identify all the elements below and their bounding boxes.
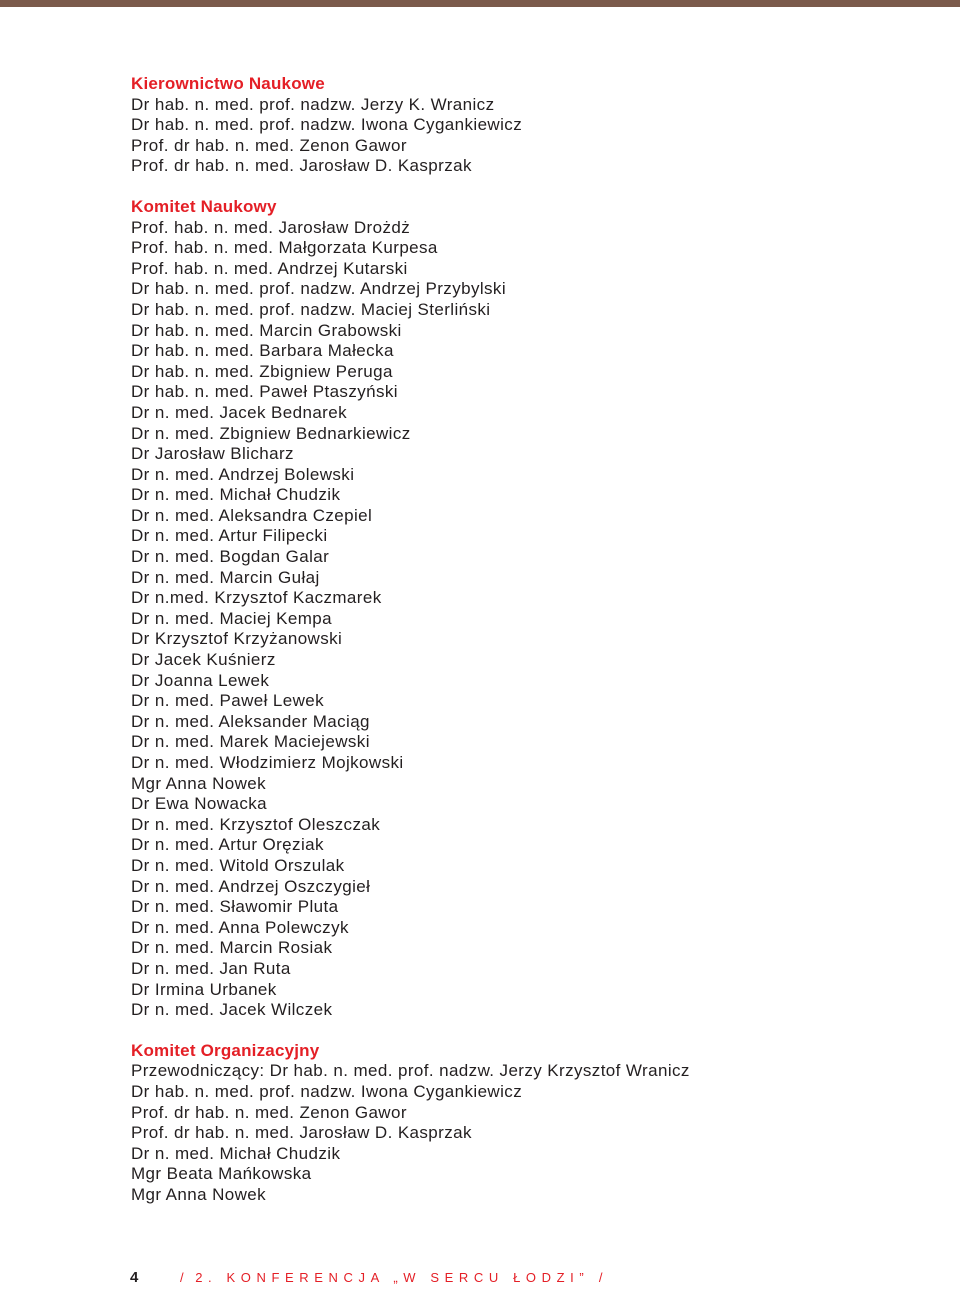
list-item: Dr Jacek Kuśnierz [131,650,276,670]
list-item: Dr n. med. Artur Filipecki [131,526,328,546]
page-number: 4 [130,1269,139,1286]
list-item: Dr n. med. Sławomir Pluta [131,897,339,917]
list-item: Dr n. med. Witold Orszulak [131,855,345,875]
list-item: Dr n. med. Marcin Gułaj [131,567,320,587]
list-item: Dr n. med. Maciej Kempa [131,608,332,628]
list-item: Mgr Beata Mańkowska [131,1164,312,1184]
list-item: Dr hab. n. med. Marcin Grabowski [131,320,402,340]
list-item: Dr n. med. Marcin Rosiak [131,938,333,958]
list-item: Dr hab. n. med. Barbara Małecka [131,341,394,361]
footer-slash-right: / [598,1270,603,1285]
list-item: Dr hab. n. med. prof. nadzw. Iwona Cygankiewicz [131,115,523,135]
section-heading: Komitet Organizacyjny [131,1040,320,1060]
names-list [131,218,931,1021]
section-heading: Kierownictwo Naukowe [131,74,325,93]
list-item: Dr n. med. Andrzej Bolewski [131,464,355,484]
list-item: Prof. dr hab. n. med. Zenon Gawor [131,1102,407,1122]
list-item: Dr n. med. Michał Chudzik [131,485,341,505]
names-list [131,1061,931,1205]
list-item: Dr hab. n. med. prof. nadzw. Jerzy K. Wranicz [131,94,495,114]
list-item: Dr n. med. Włodzimierz Mojkowski [131,753,404,772]
list-item: Dr n. med. Bogdan Galar [131,547,330,567]
list-item: Dr Jarosław Blicharz [131,444,294,464]
list-item: Dr n. med. Paweł Lewek [131,691,325,711]
section-kierownictwo-naukowe [131,74,931,177]
list-item: Mgr Anna Nowek [131,773,267,793]
section-heading: Komitet Naukowy [131,196,277,216]
list-item: Dr hab. n. med. Zbigniew Peruga [131,361,393,381]
names-list [131,95,931,177]
list-item: Dr hab. n. med. Paweł Ptaszyński [131,382,398,402]
committee-list [131,74,931,1225]
list-item: Dr Irmina Urbanek [131,979,277,999]
list-item: Dr hab. n. med. prof. nadzw. Iwona Cygankiewicz [131,1081,523,1101]
list-item: Dr n. med. Aleksander Maciąg [131,711,370,731]
list-item: Dr n. med. Artur Oręziak [131,835,324,855]
list-item: Dr n. med. Jan Ruta [131,958,291,978]
list-item: Dr Krzysztof Krzyżanowski [131,629,343,649]
list-item: Dr n. med. Marek Maciejewski [131,732,370,752]
list-item: Dr n. med. Andrzej Oszczygieł [131,876,371,896]
list-item: Prof. dr hab. n. med. Zenon Gawor [131,135,407,155]
list-item: Prof. hab. n. med. Małgorzata Kurpesa [131,238,438,258]
list-item: Dr hab. n. med. prof. nadzw. Maciej Sterliński [131,299,491,319]
list-item: Prof. dr hab. n. med. Jarosław D. Kasprzak [131,1123,472,1143]
page-footer [130,1268,603,1288]
list-item: Prof. hab. n. med. Jarosław Drożdż [131,217,411,237]
list-item: Dr Joanna Lewek [131,670,270,690]
list-item: Mgr Anna Nowek [131,1184,267,1204]
list-item: Dr n. med. Jacek Bednarek [131,402,347,422]
list-item: Dr n. med. Michał Chudzik [131,1143,341,1163]
list-item: Dr hab. n. med. prof. nadzw. Andrzej Przybylski [131,279,507,299]
list-item: Dr n. med. Krzysztof Oleszczak [131,814,381,834]
list-item: Przewodniczący: Dr hab. n. med. prof. nadzw. Jerzy Krzysztof Wranicz [131,1061,690,1081]
section-komitet-organizacyjny [131,1041,931,1206]
list-item: Dr n. med. Zbigniew Bednarkiewicz [131,423,411,443]
footer-slash-left: / [179,1270,184,1285]
conference-title: 2. KONFERENCJA „W SERCU ŁODZI” [195,1270,590,1285]
list-item: Prof. hab. n. med. Andrzej Kutarski [131,258,408,278]
list-item: Dr Ewa Nowacka [131,794,267,814]
list-item: Dr n. med. Anna Polewczyk [131,917,349,937]
top-decorative-bar [0,0,960,7]
section-komitet-naukowy [131,197,931,1021]
list-item: Prof. dr hab. n. med. Jarosław D. Kasprzak [131,156,472,176]
list-item: Dr n. med. Jacek Wilczek [131,1000,333,1020]
list-item: Dr n. med. Aleksandra Czepiel [131,505,373,525]
list-item: Dr n.med. Krzysztof Kaczmarek [131,588,382,608]
